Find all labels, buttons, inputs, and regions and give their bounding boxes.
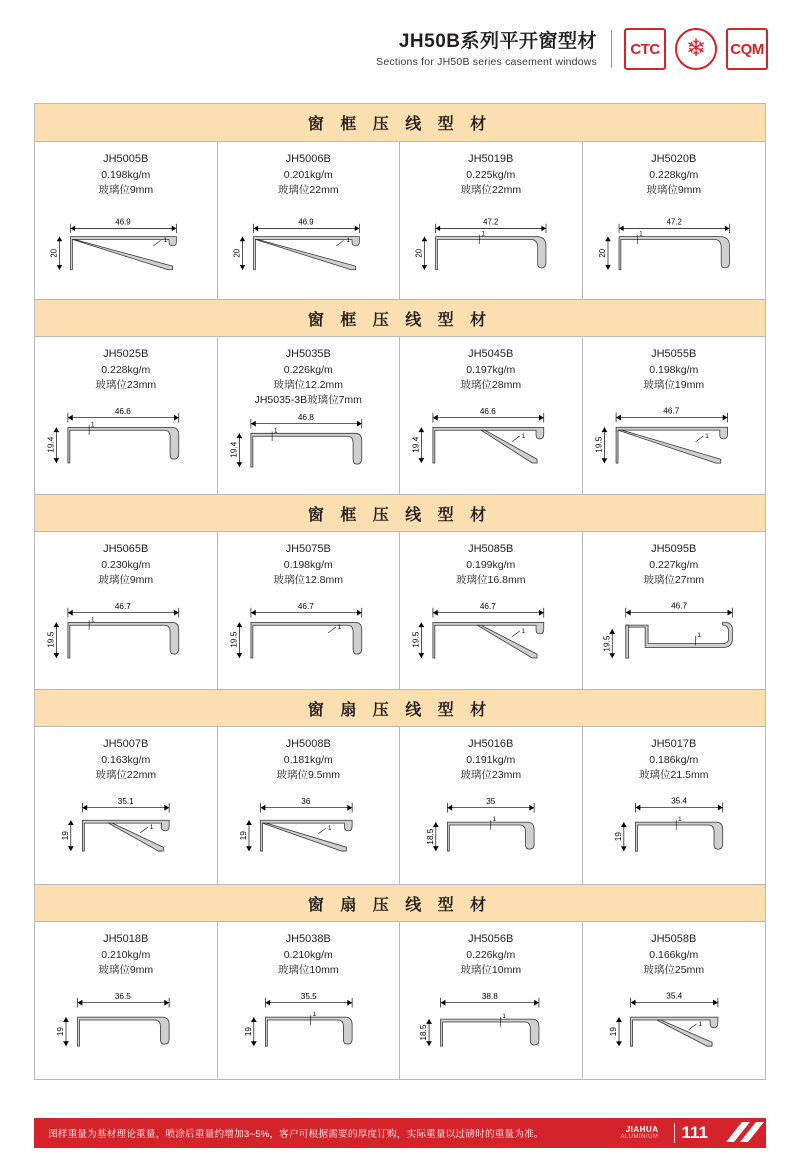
brand-name: JIAHUA xyxy=(625,1124,659,1134)
profile-weight: 0.210kg/m xyxy=(101,948,151,961)
snowflake-logo xyxy=(675,28,717,70)
section-row-4 xyxy=(35,727,765,884)
profile-weight: 0.186kg/m xyxy=(649,753,699,766)
snowflake-logo-glyph: ❄ xyxy=(685,35,707,62)
profile-cell xyxy=(35,922,218,1079)
dim-wall: 1 xyxy=(638,232,643,239)
profile-weight: 0.191kg/m xyxy=(466,753,516,766)
dim-height: 19 xyxy=(60,831,70,841)
profile-code: JH5085B xyxy=(468,543,514,555)
profile-code: JH5006B xyxy=(285,153,331,165)
profile-cell xyxy=(218,727,401,884)
profile-code: JH5058B xyxy=(651,933,697,945)
profile-cell xyxy=(583,922,766,1079)
brand-swoosh-icon xyxy=(720,1118,766,1148)
profile-figure xyxy=(222,978,396,1075)
profile-weight: 0.166kg/m xyxy=(649,948,699,961)
profile-weight: 0.210kg/m xyxy=(283,948,333,961)
profile-glass: 玻璃位12.2mm xyxy=(273,379,343,392)
profile-note: JH5035-3B玻璃位7mm xyxy=(254,394,362,407)
dim-height: 19.5 xyxy=(594,437,604,454)
section-row-1 xyxy=(35,142,765,299)
dim-width: 47.2 xyxy=(666,218,682,228)
profile-code: JH5016B xyxy=(468,738,514,750)
dim-width: 46.6 xyxy=(114,407,131,417)
dim-width: 46.6 xyxy=(479,407,496,417)
dim-width: 46.7 xyxy=(662,407,679,417)
page-title: JH50B系列平开窗型材 xyxy=(398,30,597,52)
dim-wall: 1 xyxy=(697,1021,702,1029)
profile-figure xyxy=(39,978,213,1075)
profile-labels xyxy=(646,152,701,198)
profile-figure xyxy=(587,783,762,880)
dim-wall: 1 xyxy=(312,1011,316,1019)
certification-logos xyxy=(624,28,768,70)
profile-code: JH5008B xyxy=(285,738,331,750)
profile-labels xyxy=(460,347,521,393)
dim-height: 19 xyxy=(608,1027,618,1037)
profile-figure xyxy=(39,588,213,685)
section-row-2 xyxy=(35,337,765,494)
profile-weight: 0.198kg/m xyxy=(283,558,333,571)
dim-width: 36 xyxy=(300,797,310,807)
dim-width: 46.8 xyxy=(297,412,314,422)
cn-mark-logo xyxy=(624,28,666,70)
profile-weight: 0.228kg/m xyxy=(101,363,151,376)
profile-cell xyxy=(35,727,218,884)
profile-code: JH5035B xyxy=(285,348,331,360)
page-subtitle: Sections for JH50B series casement windows xyxy=(376,56,597,69)
profile-weight: 0.199kg/m xyxy=(466,558,516,571)
cn-mark-logo-text: CTC xyxy=(630,40,660,58)
profile-cell xyxy=(218,142,401,299)
profile-figure xyxy=(404,783,578,880)
profile-weight: 0.181kg/m xyxy=(283,753,333,766)
profile-weight: 0.230kg/m xyxy=(101,558,151,571)
footer-divider xyxy=(674,1123,675,1143)
profile-table xyxy=(34,103,766,1080)
dim-width: 36.5 xyxy=(114,992,131,1002)
profile-figure xyxy=(404,588,578,685)
section-row-3 xyxy=(35,532,765,689)
profile-glass: 玻璃位10mm xyxy=(277,964,339,977)
profile-code: JH5018B xyxy=(103,933,149,945)
profile-labels xyxy=(460,737,521,783)
dim-wall: 1 xyxy=(697,632,701,640)
profile-cell xyxy=(400,532,583,689)
profile-glass: 玻璃位22mm xyxy=(95,769,157,782)
profile-glass: 玻璃位25mm xyxy=(643,964,705,977)
header-divider xyxy=(611,30,612,68)
profile-cell xyxy=(35,532,218,689)
dim-wall: 1 xyxy=(521,628,526,636)
profile-glass: 玻璃位23mm xyxy=(95,379,157,392)
profile-figure xyxy=(39,198,213,295)
profile-labels xyxy=(643,932,704,978)
profile-figure xyxy=(222,409,396,490)
dim-width: 46.9 xyxy=(297,218,314,228)
dim-height: 20 xyxy=(49,249,59,258)
profile-weight: 0.201kg/m xyxy=(283,168,333,181)
profile-glass: 玻璃位28mm xyxy=(460,379,522,392)
dim-height: 18.5 xyxy=(419,1024,429,1041)
profile-code: JH5019B xyxy=(468,153,514,165)
profile-labels xyxy=(278,932,339,978)
profile-cell xyxy=(583,727,766,884)
dim-wall: 1 xyxy=(677,816,682,824)
footer-note: 图样重量为基材理论重量，喷涂后重量约增加3~5%，客户可根据需要的厚度订购，实际重量以过磅时的重量为准。 xyxy=(48,1129,544,1140)
profile-labels xyxy=(276,737,340,783)
profile-figure xyxy=(587,393,762,490)
profile-glass: 玻璃位12.8mm xyxy=(273,574,343,587)
dim-height: 20 xyxy=(597,249,607,258)
profile-figure xyxy=(404,978,578,1075)
dim-width: 35.5 xyxy=(300,992,317,1002)
dim-width: 46.9 xyxy=(115,218,131,228)
dim-width: 35.4 xyxy=(665,992,682,1002)
profile-figure xyxy=(222,783,396,880)
page-number: 111 xyxy=(681,1123,708,1142)
profile-labels xyxy=(95,347,156,393)
profile-labels xyxy=(98,932,153,978)
profile-labels xyxy=(274,542,343,588)
profile-weight: 0.197kg/m xyxy=(466,363,516,376)
profile-glass: 玻璃位21.5mm xyxy=(639,769,709,782)
section-band-4: 窗 扇 压 线 型 材 xyxy=(35,689,765,727)
header-titles xyxy=(376,30,611,69)
profile-code: JH5025B xyxy=(103,348,149,360)
cqm-logo xyxy=(726,28,768,70)
dim-wall: 1 xyxy=(502,1013,506,1021)
profile-labels xyxy=(639,737,708,783)
dim-height: 19.4 xyxy=(411,437,421,454)
profile-code: JH5055B xyxy=(651,348,697,360)
dim-width: 46.7 xyxy=(114,602,131,612)
dim-wall: 1 xyxy=(492,816,497,824)
profile-labels xyxy=(255,347,362,409)
profile-cell xyxy=(583,532,766,689)
profile-cell xyxy=(400,142,583,299)
profile-cell xyxy=(218,337,401,494)
profile-glass: 玻璃位9mm xyxy=(98,964,154,977)
dim-wall: 1 xyxy=(345,238,350,245)
dim-width: 46.7 xyxy=(670,602,687,612)
dim-height: 19.5 xyxy=(228,632,238,649)
profile-code: JH5005B xyxy=(103,153,149,165)
dim-width: 35 xyxy=(486,797,496,807)
profile-cell xyxy=(400,922,583,1079)
brand-subname: ALUMINIUM xyxy=(620,1134,659,1141)
dim-height: 20 xyxy=(414,249,424,258)
section-band-2: 窗 框 压 线 型 材 xyxy=(35,299,765,337)
profile-cell xyxy=(400,337,583,494)
profile-glass: 玻璃位22mm xyxy=(460,184,522,197)
footer-bar xyxy=(34,1118,766,1148)
profile-code: JH5017B xyxy=(651,738,697,750)
profile-labels xyxy=(278,152,339,198)
dim-wall: 1 xyxy=(149,824,154,832)
profile-cell xyxy=(218,922,401,1079)
dim-height: 19 xyxy=(56,1027,66,1037)
profile-code: JH5007B xyxy=(103,738,149,750)
profile-code: JH5065B xyxy=(103,543,149,555)
profile-glass: 玻璃位10mm xyxy=(460,964,522,977)
profile-weight: 0.163kg/m xyxy=(101,753,151,766)
profile-figure xyxy=(222,198,396,295)
dim-height: 18.5 xyxy=(425,829,435,845)
dim-width: 38.8 xyxy=(481,992,498,1002)
profile-labels xyxy=(643,347,704,393)
dim-width: 46.7 xyxy=(297,602,314,612)
profile-code: JH5056B xyxy=(468,933,514,945)
profile-glass: 玻璃位22mm xyxy=(277,184,339,197)
profile-figure xyxy=(39,783,213,880)
brand-block xyxy=(620,1125,666,1141)
dim-height: 19 xyxy=(243,1027,253,1037)
section-band-1: 窗 框 压 线 型 材 xyxy=(35,104,765,142)
profile-glass: 玻璃位16.8mm xyxy=(456,574,526,587)
footer-right xyxy=(620,1118,766,1148)
profile-figure xyxy=(404,198,578,295)
dim-wall: 1 xyxy=(521,433,526,441)
dim-wall: 1 xyxy=(704,433,709,441)
section-row-5 xyxy=(35,922,765,1079)
dim-wall: 1 xyxy=(481,232,485,239)
profile-labels xyxy=(460,152,521,198)
section-band-5: 窗 扇 压 线 型 材 xyxy=(35,884,765,922)
profile-glass: 玻璃位23mm xyxy=(460,769,522,782)
profile-labels xyxy=(643,542,704,588)
dim-height: 19 xyxy=(238,831,248,841)
profile-figure xyxy=(222,588,396,685)
dim-wall: 1 xyxy=(163,238,167,245)
profile-labels xyxy=(460,932,521,978)
profile-code: JH5038B xyxy=(285,933,331,945)
dim-width: 35.4 xyxy=(670,797,687,807)
profile-cell xyxy=(35,142,218,299)
profile-glass: 玻璃位9mm xyxy=(646,184,702,197)
profile-weight: 0.228kg/m xyxy=(649,168,699,181)
profile-labels xyxy=(456,542,525,588)
profile-figure xyxy=(404,393,578,490)
dim-height: 19.5 xyxy=(411,632,421,649)
dim-width: 35.1 xyxy=(117,797,134,807)
section-band-3: 窗 框 压 线 型 材 xyxy=(35,494,765,532)
dim-height: 19 xyxy=(613,832,623,842)
profile-cell xyxy=(400,727,583,884)
profile-labels xyxy=(95,737,156,783)
profile-weight: 0.225kg/m xyxy=(466,168,516,181)
profile-cell xyxy=(218,532,401,689)
profile-weight: 0.227kg/m xyxy=(649,558,699,571)
profile-cell xyxy=(583,142,766,299)
profile-glass: 玻璃位19mm xyxy=(643,379,705,392)
cqm-logo-text: CQM xyxy=(730,40,764,58)
profile-weight: 0.226kg/m xyxy=(466,948,516,961)
profile-figure xyxy=(39,393,213,490)
page-header xyxy=(0,0,800,88)
profile-code: JH5045B xyxy=(468,348,514,360)
profile-labels xyxy=(98,152,153,198)
profile-glass: 玻璃位27mm xyxy=(643,574,705,587)
profile-code: JH5095B xyxy=(651,543,697,555)
dim-width: 46.7 xyxy=(479,602,496,612)
profile-figure xyxy=(587,588,762,685)
dim-wall: 1 xyxy=(327,825,332,833)
dim-height: 19.5 xyxy=(46,632,56,649)
profile-labels xyxy=(98,542,153,588)
profile-figure xyxy=(587,198,762,295)
profile-weight: 0.226kg/m xyxy=(283,363,333,376)
profile-glass: 玻璃位9.5mm xyxy=(276,769,341,782)
profile-cell xyxy=(35,337,218,494)
profile-glass: 玻璃位9mm xyxy=(98,574,154,587)
profile-code: JH5020B xyxy=(651,153,697,165)
dim-height: 19.4 xyxy=(228,441,238,458)
dim-height: 19.5 xyxy=(601,635,611,652)
dim-wall: 1 xyxy=(337,624,341,632)
profile-figure xyxy=(587,978,762,1075)
dim-height: 19.4 xyxy=(46,437,56,454)
dim-wall: 1 xyxy=(273,426,278,434)
dim-width: 47.2 xyxy=(483,218,499,228)
dim-wall: 1 xyxy=(91,616,95,624)
dim-wall: 1 xyxy=(91,421,95,429)
profile-code: JH5075B xyxy=(285,543,331,555)
profile-glass: 玻璃位9mm xyxy=(98,184,154,197)
profile-weight: 0.198kg/m xyxy=(101,168,151,181)
page-footer xyxy=(0,1109,800,1167)
dim-height: 20 xyxy=(232,249,242,258)
profile-weight: 0.198kg/m xyxy=(649,363,699,376)
profile-cell xyxy=(583,337,766,494)
